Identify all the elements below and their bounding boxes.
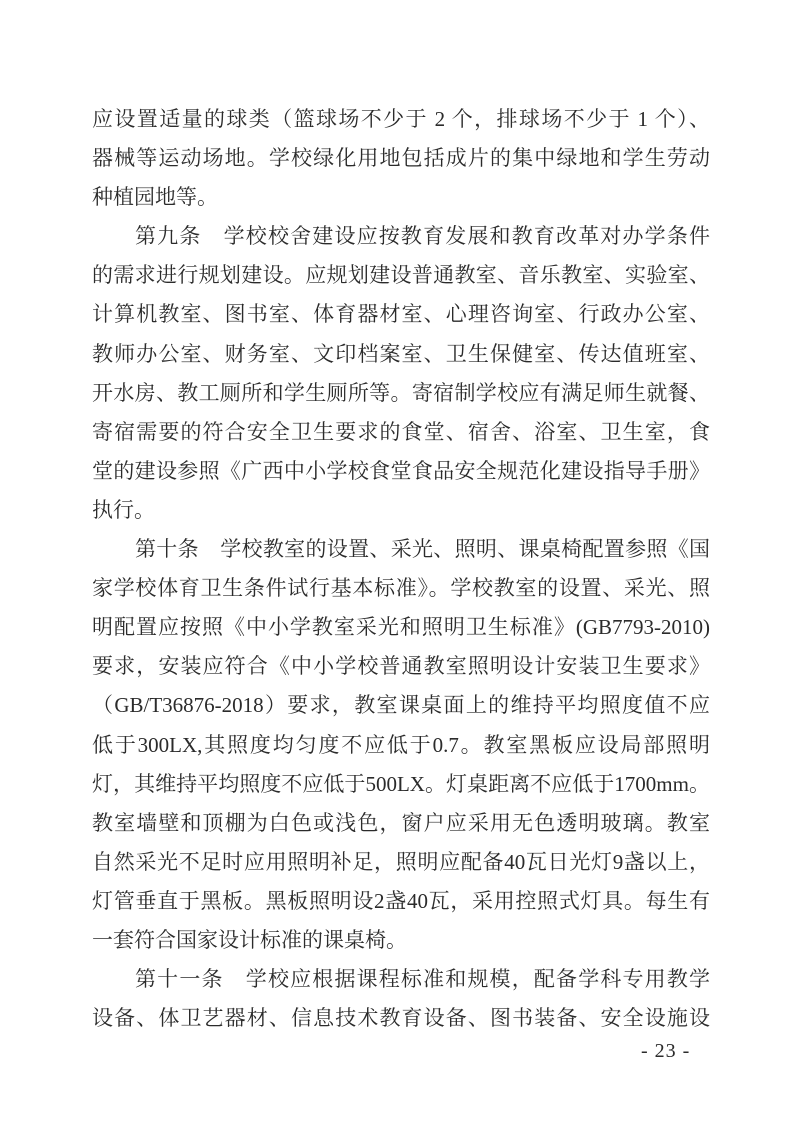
- paragraph-line: 应设置适量的球类（篮球场不少于 2 个，排球场不少于 1 个）、: [92, 107, 710, 131]
- paragraph-line: 器械等运动场地。学校绿化用地包括成片的集中绿地和学生劳动: [92, 146, 710, 171]
- document-body: [92, 100, 710, 1038]
- paragraph-line: （GB/T36876-2018）要求，教室课桌面上的维持平均照度值不应: [92, 693, 710, 718]
- paragraph-line: 自然采光不足时应用照明补足，照明应配备40瓦日光灯9盏以上，: [92, 849, 710, 874]
- paragraph-line: 低于300LX,其照度均匀度不应低于0.7。教室黑板应设局部照明: [92, 732, 710, 757]
- paragraph-line: 设备、体卫艺器材、信息技术教育设备、图书装备、安全设施设: [92, 1006, 710, 1031]
- paragraph-line: 家学校体育卫生条件试行基本标准》。学校教室的设置、采光、照: [92, 576, 710, 601]
- paragraph-line: 开水房、教工厕所和学生厕所等。寄宿制学校应有满足师生就餐、: [92, 380, 710, 405]
- paragraph-line: 堂的建设参照《广西中小学校食堂食品安全规范化建设指导手册》: [92, 458, 710, 483]
- paragraph-line: 种植园地等。: [92, 185, 218, 210]
- paragraph-line: 一套符合国家设计标准的课桌椅。: [92, 927, 407, 952]
- paragraph-line: 灯管垂直于黑板。黑板照明设2盏40瓦，采用控照式灯具。每生有: [92, 888, 710, 913]
- article-start-line: 第九条 学校校舍建设应按教育发展和教育改革对办学条件: [135, 224, 710, 249]
- paragraph-line: 灯，其维持平均照度不应低于500LX。灯桌距离不应低于1700mm。: [92, 771, 710, 796]
- article-start-line: 第十条 学校教室的设置、采光、照明、课桌椅配置参照《国: [135, 537, 710, 562]
- paragraph-line: 的需求进行规划建设。应规划建设普通教室、音乐教室、实验室、: [92, 263, 710, 288]
- paragraph-line: 教室墙壁和顶棚为白色或浅色，窗户应采用无色透明玻璃。教室: [92, 810, 710, 835]
- article-start-line: 第十一条 学校应根据课程标准和规模，配备学科专用教学: [135, 967, 710, 992]
- paragraph-line: 计算机教室、图书室、体育器材室、心理咨询室、行政办公室、: [92, 302, 710, 327]
- page-number: - 23 -: [641, 1040, 691, 1062]
- paragraph-line: 明配置应按照《中小学教室采光和照明卫生标准》(GB7793-2010): [92, 615, 710, 640]
- paragraph-line: 教师办公室、财务室、文印档案室、卫生保健室、传达值班室、: [92, 341, 710, 366]
- paragraph-line: 要求，安装应符合《中小学校普通教室照明设计安装卫生要求》: [92, 654, 710, 679]
- paragraph-line: 执行。: [92, 497, 155, 522]
- paragraph-line: 寄宿需要的符合安全卫生要求的食堂、宿舍、浴室、卫生室，食: [92, 419, 710, 444]
